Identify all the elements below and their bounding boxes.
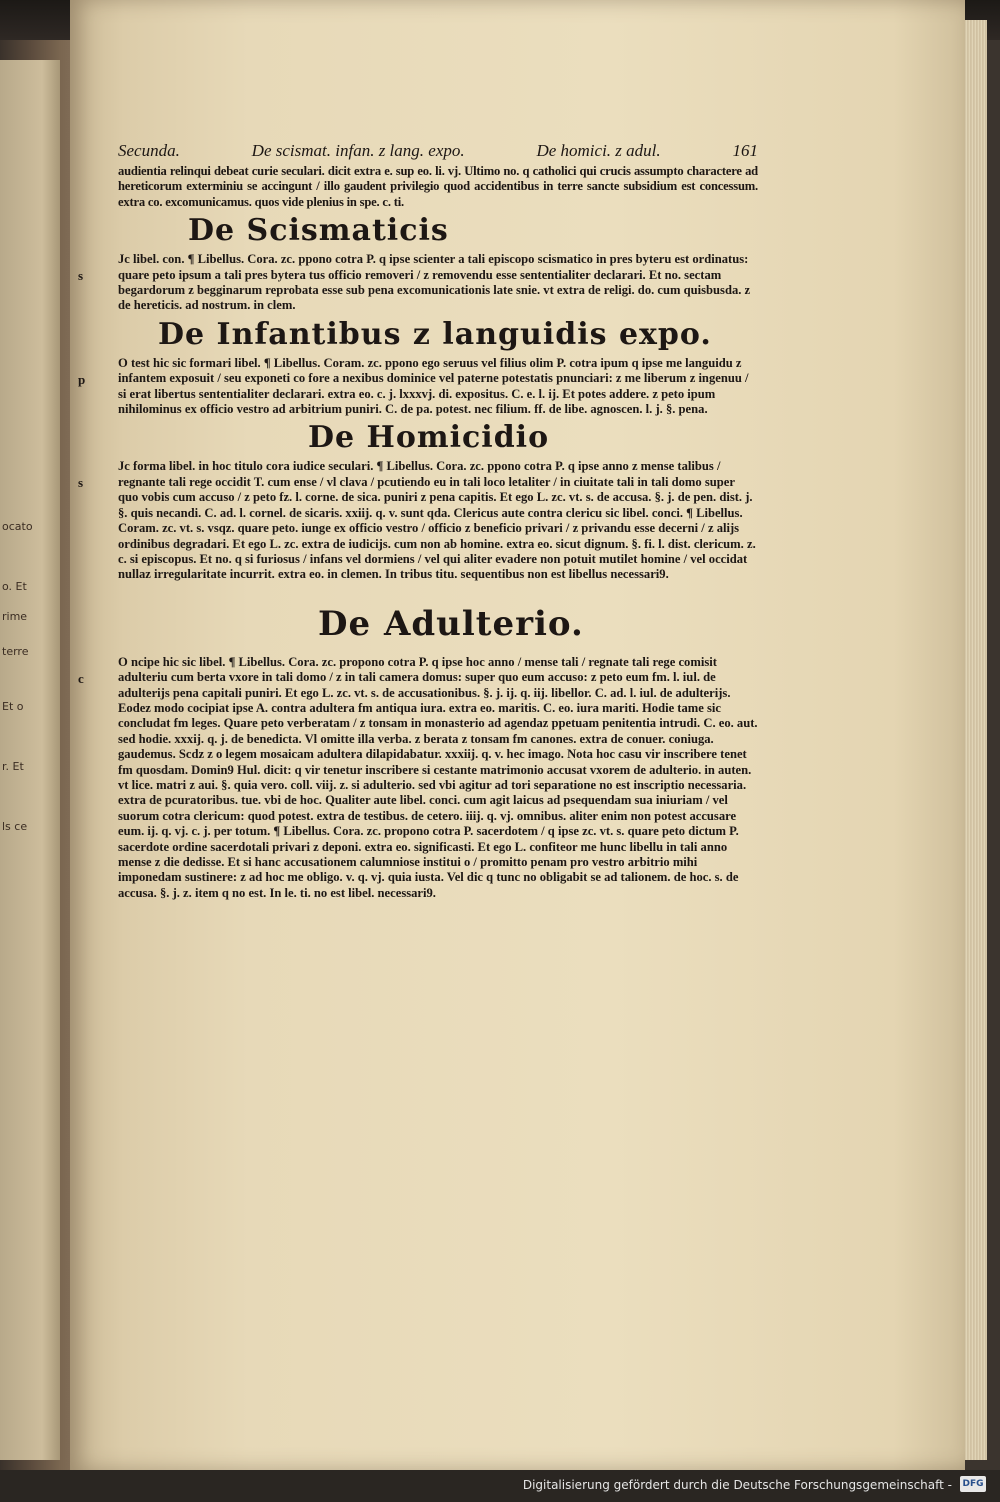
section-text: ¶ Libellus. Cora. zc. propono cotra P. q ipse hoc anno / mense tali / regnate tali rege comisit adulteriu cum berta vxore in tali domo / z in tali camera domus: super quo eum accuso: z peto eum fm. l. iul. de adulterijs pena capitali puniri. Et ego L. zc. vt. s. de accusationibus. §. j. ij. q. iij. libellor. C. ad. l. iul. de adulterijs. Eodez modo cocipiat ipse A. contra adultera fm antiqua iura. extra eo. maritis. C. eo. iura mariti. Hodie tame sic concludat fm leges. Quare peto verberatam / z tonsam in monasterio ad agendaz ppetuam penitentia intrudi. C. eo. aut. sed hodie. xxxij. q. j. de benedicta. Vl omitte illa verba. z berata z tonsam fm canones. extra de conuer. coniuga. gaudemus. Scdz z o legem mosaicam adultera dilapidabatur. xxxiij. q. v. hec imago. Nota hoc casu vir inscribere tenet fm quosdam. Domin9 Hul. dicit: q vir tenetur inscribere si cestante matrimonio accusat vxorem de adulterio. in auten. vt lice. matri z aui. §. quia vero. coll. viij. z. si adulterio. sed vbi agitur ad tori separatione no est inscriptio necessaria. extra de pcuratoribus. tue. vbi de hoc. Qualiter aute libel. conci. cum agit laicus ad psequendam sua iniuriam / vel suorum cotra clericum: quod potest. extra de testibus. de cetero. iiij. q. vj. omnibus. aliter enim non potest accusare eum. ij. q. vj. c. j. per totum. ¶ Libellus. Cora. zc. propono cotra P. sacerdotem / q ipse zc. vt. s. quare peto dictum P. sacerdote ordine sacerdotali privari z deponi. extra eo. significasti. Et ego L. confiteor me hunc libellu in tali anno mense z die dedisse. Et si hanc accusationem calumniose institui o / promitto penam pro vestro arbitrio mihi imponedam sustinere: z ad hoc me obligo. v. q. vj. quia iusta. Vel dic q tunc no obligabit se ad talionem. de hoc. s. de accusa. §. j. z. item q no est. In le. ti. no est libel. necessari9. [118,654,758,900]
left-page-fragment: r. Et [2,760,24,773]
page-edges [965,20,987,1460]
section-body [78,459,758,582]
section-heading: De Adulterio. [318,603,584,644]
section-text: ¶ Libellus. Coram. zc. ppono ego seruus vel filius olim P. cotra ipum q ipse me languidu z infantem exposuit / seu exponeti co fore a nexibus dominice vel paterne potestatis pnunciari: z me liberum z ingenuu / si erat libertus sententialiter declarari. extra eo. c. j. lxxxvj. di. expositus. C. e. l. ij. Et potes addere. z peto ipum nihilominus ex officio vestro ad arbitrium puniri. C. de pa. potest. nec filium. ff. de libe. agnoscen. l. j. §. pena. [118,355,749,417]
left-page-fragment: ls ce [2,820,28,833]
margin-letter: s [78,475,84,491]
footer-bar [0,1470,1000,1502]
margin-letter: s [78,268,84,284]
left-page-fragment: ocato [2,520,33,533]
section-lead: Jc libel. con. [118,252,185,267]
intro-paragraph: audientia relinqui debeat curie seculari. dicit extra e. sup eo. li. vj. Ultimo no. q catholici qui crucis assumpto charactere ad hereticorum exterminiu se accingunt / illo gaudent privilegio quod accidentibus in terre sancte subsidium est concessum. extra co. excomunicamus. quos vide plenius in spe. c. ti. [118,164,758,209]
section-lead: Jc forma libel. in hoc titulo cora iudice seculari. [118,459,374,474]
margin-letter: p [78,371,86,387]
section-body [78,355,758,418]
running-header [118,140,758,162]
section-heading: De Infantibus z languidis expo. [158,316,712,352]
left-page-edge [0,60,60,1460]
left-page-fragment: o. Et [2,580,27,593]
footer-credit: Digitalisierung gefördert durch die Deutsche Forschungsgemeinschaft - [522,1478,952,1492]
section-text: ¶ Libellus. Cora. zc. ppono cotra P. q ipse anno z mense talibus / regnante tali rege occidit T. cum ense / vl clava / pcutiendo eu in tali loco letaliter / in ciuitate tali in tali domo super quo vobis cum accuso / z peto fz. l. corne. de sica. puniri z pena capitis. Et ego L. zc. vt. s. de accusa. §. j. de pen. dist. j. §. quis necandi. C. ad. l. cornel. de sicaris. xxiij. q. v. sunt qda. Clericus aute contra clericu sic libel. conci. ¶ Libellus. Coram. zc. vt. s. vsqz. quare peto. iunge ex officio vestro / officio z beneficio privari / z privandu esse decerni / z alijs ordinibus degradari. Et ego L. zc. extra de iudicijs. cum non ab homine. extra eo. sicut dignum. §. fi. l. dist. clericum. z. c. si episcopus. Et no. q si furiosus / infans vel dormiens / vel qui aliter evadere non potuit mutilet homine / vel occidat nullaz irregularitate incurrit. extra eo. in clemen. In tribus titu. sequentibus non est libellus necessari9. [118,459,756,582]
section-heading: De Scismaticis [188,213,449,249]
margin-letter: c [78,670,84,686]
section-body [78,654,758,902]
left-page-fragment: Et o [2,700,24,713]
section-heading: De Homicidio [308,420,550,456]
dfg-logo: DFG [960,1476,986,1492]
section-body [78,252,758,314]
section-lead: O test hic sic formari libel. [118,355,261,370]
header-left: Secunda. [118,141,180,160]
header-center: De scismat. infan. z lang. expo. [251,141,465,160]
left-page-fragment: rime [2,610,28,623]
page-content [78,140,758,901]
section-text: ¶ Libellus. Cora. zc. ppono cotra P. q ipse scienter a tali episcopo scismatico in pres byteru est ordinatus: quare peto ipsum a tali pres bytera tus officio removeri / z removendu esse sententialiter declarari. Et no. sectam begardorum z begginarum reprobata esse sub pena excomunicationis late snie. vt extra de religi. do. cum quisbusda. z de hereticis. ad nostrum. in clem. [118,252,751,313]
header-right: De homici. z adul. [536,141,661,160]
page-number: 161 [732,141,758,160]
left-page-fragment: terre [2,645,29,658]
section-lead: O ncipe hic sic libel. [118,654,226,669]
